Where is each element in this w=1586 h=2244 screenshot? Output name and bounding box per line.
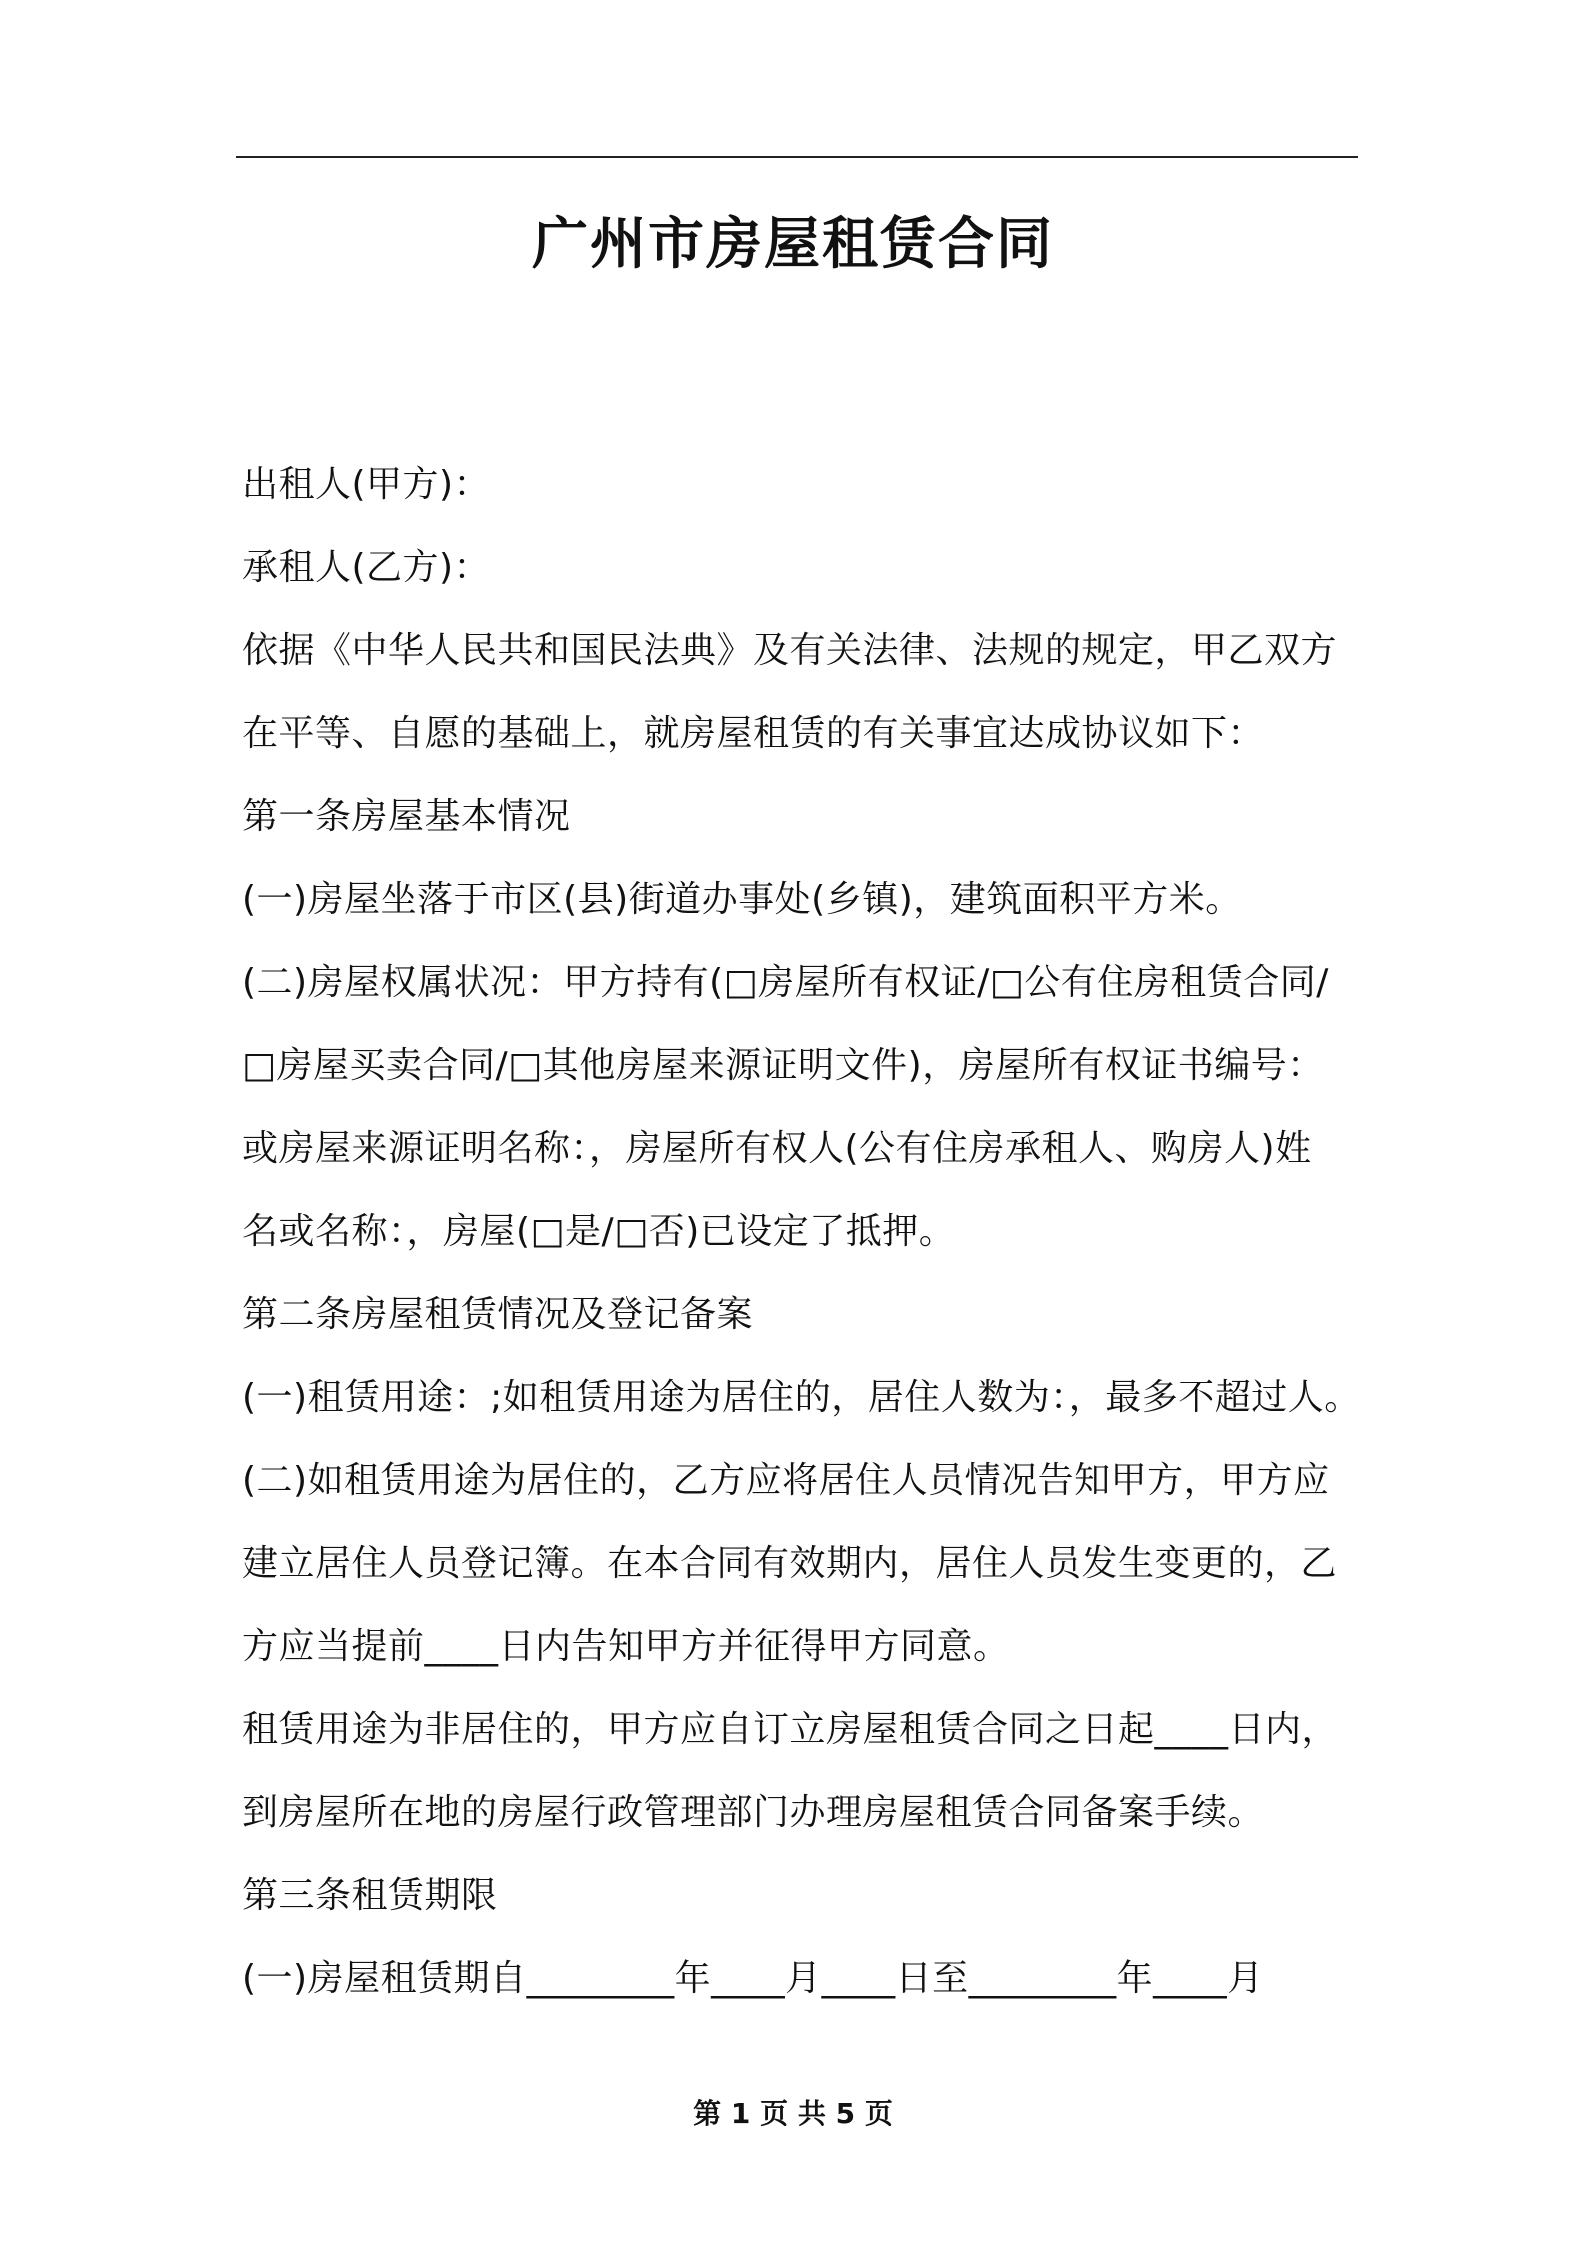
body-line: (二)如租赁用途为居住的，乙方应将居住人员情况告知甲方，甲方应 — [242, 1460, 1330, 1501]
body-line: 或房屋来源证明名称：，房屋所有权人(公有住房承租人、购房人)姓 — [242, 1128, 1312, 1169]
body-line: (一)租赁用途：;如租赁用途为居住的，居住人数为：，最多不超过人。 — [242, 1377, 1361, 1418]
document-body — [242, 443, 1367, 2020]
body-line: (一)房屋租赁期自________年____月____日至________年____月 — [242, 1958, 1264, 1999]
body-line: 出租人(甲方)： — [242, 464, 491, 505]
body-line: (二)房屋权属状况：甲方持有(□房屋所有权证/□公有住房租赁合同/ — [242, 962, 1329, 1003]
header-rule — [236, 156, 1358, 158]
body-line: (一)房屋坐落于市区(县)街道办事处(乡镇)，建筑面积平方米。 — [242, 879, 1242, 920]
body-line: 到房屋所在地的房屋行政管理部门办理房屋租赁合同备案手续。 — [242, 1792, 1265, 1833]
section-heading: 第三条租赁期限 — [242, 1875, 498, 1916]
body-line: 租赁用途为非居住的，甲方应自订立房屋租赁合同之日起____日内， — [242, 1709, 1339, 1750]
body-line: 名或名称：，房屋(□是/□否)已设定了抵押。 — [242, 1211, 956, 1252]
page-footer: 第 1 页 共 5 页 — [693, 2097, 893, 2130]
body-line: 承租人(乙方)： — [242, 547, 491, 588]
body-line: □房屋买卖合同/□其他房屋来源证明文件)，房屋所有权证书编号： — [242, 1045, 1324, 1086]
body-line: 建立居住人员登记簿。在本合同有效期内，居住人员发生变更的，乙 — [242, 1543, 1338, 1584]
body-line: 依据《中华人民共和国民法典》及有关法律、法规的规定，甲乙双方 — [242, 630, 1338, 671]
document-title: 广州市房屋租赁合同 — [532, 212, 1054, 277]
section-heading: 第二条房屋租赁情况及登记备案 — [242, 1294, 754, 1335]
section-heading: 第一条房屋基本情况 — [242, 796, 571, 837]
body-line: 方应当提前____日内告知甲方并征得甲方同意。 — [242, 1626, 1010, 1667]
body-line: 在平等、自愿的基础上，就房屋租赁的有关事宜达成协议如下： — [242, 713, 1265, 754]
